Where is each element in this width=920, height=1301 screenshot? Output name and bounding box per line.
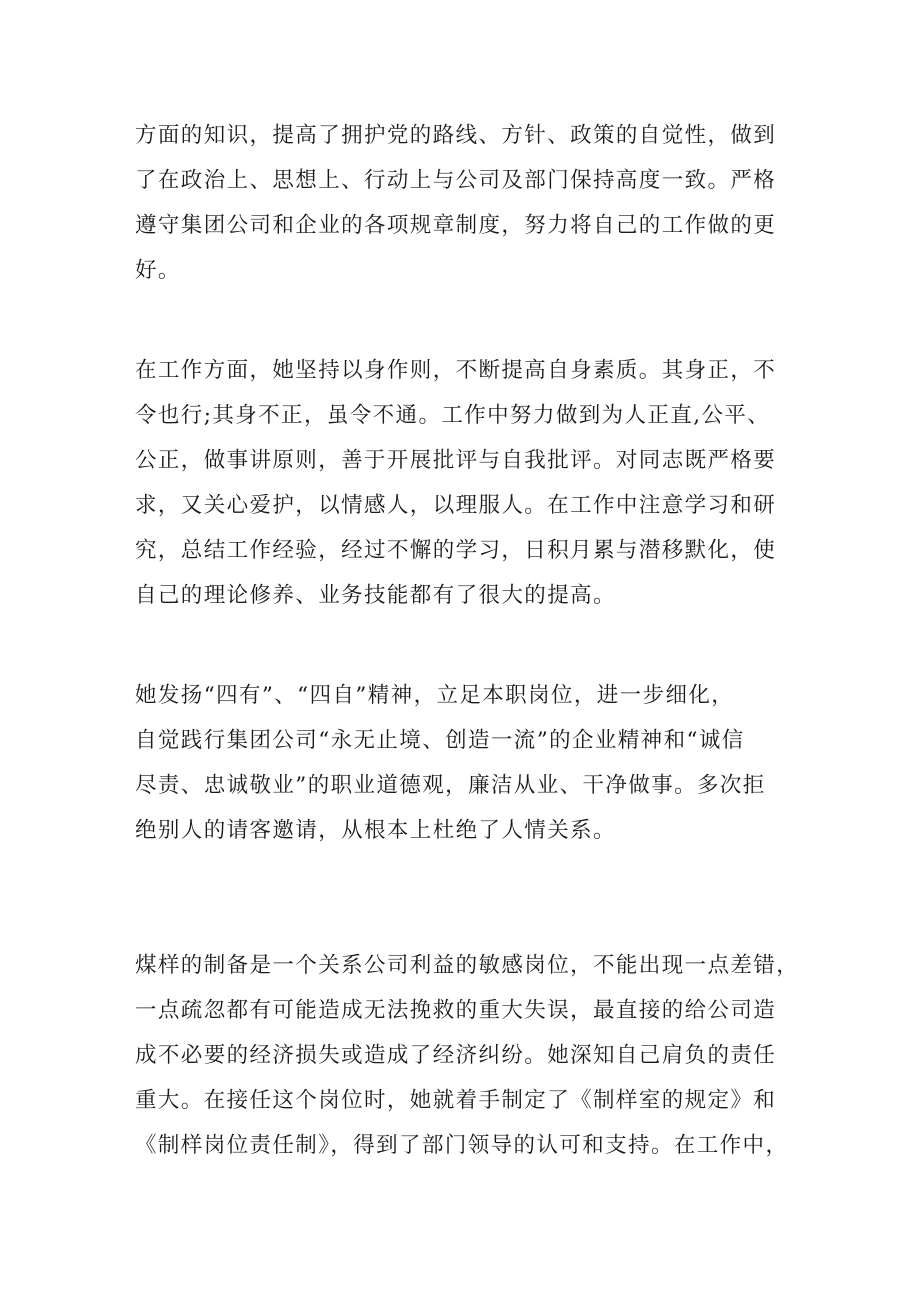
text-line: 公正，做事讲原则，善于开展批评与自我批评。对同志既严格要 [135,448,777,473]
paragraph-sample-preparation [135,943,800,1168]
text-line: 一点疏忽都有可能造成无法挽救的重大失误，最直接的给公司造 [135,998,777,1023]
text-line: 尽责、忠诚敬业”的职业道德观，廉洁从业、干净做事。多次拒 [135,773,766,798]
text-line: 方面的知识，提高了拥护党的路线、方针、政策的自觉性，做到 [135,123,777,148]
paragraph-work-conduct [135,348,800,618]
text-line: 遵守集团公司和企业的各项规章制度，努力将自己的工作做的更 [135,213,777,238]
text-line: 究，总结工作经验，经过不懈的学习，日积月累与潜移默化，使 [135,538,777,563]
text-line: 令也行;其身不正，虽令不通。工作中努力做到为人正直,公平、 [135,403,771,428]
text-line: 自己的理论修养、业务技能都有了很大的提高。 [135,583,616,608]
text-line: 在工作方面，她坚持以身作则，不断提高自身素质。其身正，不 [135,358,777,383]
text-line: 求，又关心爱护，以情感人，以理服人。在工作中注意学习和研 [135,493,777,518]
text-line: 成不必要的经济损失或造成了经济纠纷。她深知自己肩负的责任 [135,1043,777,1068]
paragraph-spirit-ethics [135,673,800,853]
text-line: 煤样的制备是一个关系公司利益的敏感岗位，不能出现一点差错， [135,953,800,978]
text-line: 绝别人的请客邀请，从根本上杜绝了人情关系。 [135,818,616,843]
text-line: 《制样岗位责任制》，得到了部门领导的认可和支持。在工作中， [135,1133,789,1158]
text-line: 自觉践行集团公司“永无止境、创造一流”的企业精神和“诚信 [135,728,745,753]
text-line: 她发扬“四有”、“四自”精神，立足本职岗位，进一步细化， [135,683,735,708]
paragraph-political-study [135,113,800,293]
text-line: 重大。在接任这个岗位时，她就着手制定了《制样室的规定》和 [135,1088,777,1113]
text-line: 好。 [135,258,181,283]
text-line: 了在政治上、思想上、行动上与公司及部门保持高度一致。严格 [135,168,777,193]
